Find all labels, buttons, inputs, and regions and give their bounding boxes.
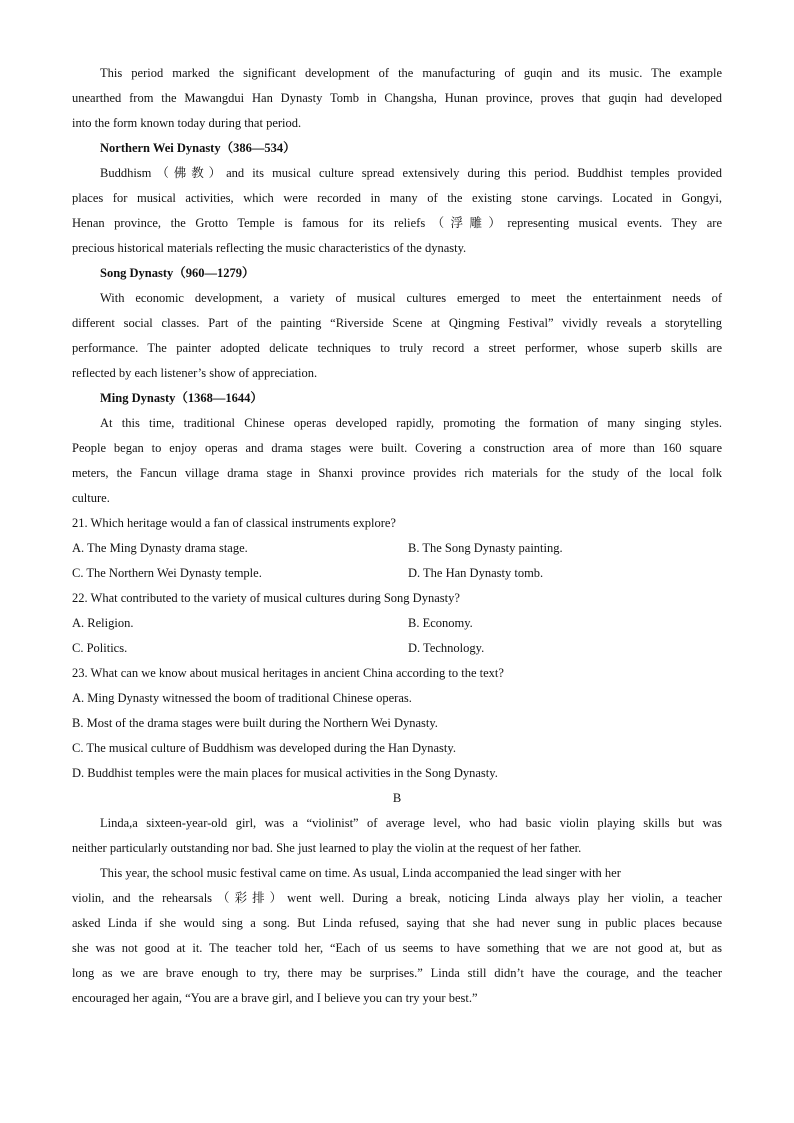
passage-b-paragraph-2 <box>72 861 722 1011</box>
option-a[interactable]: A. Religion. <box>72 616 134 630</box>
song-dynasty-paragraph <box>72 286 722 386</box>
song-dynasty-heading: Song Dynasty（960—1279） <box>100 266 255 280</box>
question-22 <box>72 586 722 661</box>
question-21 <box>72 511 722 586</box>
text-line: asked Linda if she would sing a song. But Linda refused, saying that she had never sung in public places because <box>72 916 722 930</box>
passage-b-label: B <box>392 791 402 805</box>
option-row <box>72 536 722 561</box>
text-line: Linda,a sixteen-year-old girl, was a “violinist” of average level, who had basic violin playing skills but was <box>100 816 722 830</box>
ming-dynasty-paragraph <box>72 411 722 511</box>
question-23 <box>72 661 722 786</box>
option-b[interactable]: B. Most of the drama stages were built during the Northern Wei Dynasty. <box>72 716 438 730</box>
text-line: encouraged her again, “You are a brave girl, and I believe you can try your best.” <box>72 991 478 1005</box>
option-a[interactable]: A. The Ming Dynasty drama stage. <box>72 541 248 555</box>
option-b[interactable]: B. The Song Dynasty painting. <box>408 541 563 555</box>
text-line: Henan province, the Grotto Temple is famous for its reliefs（浮雕）representing musical events. They are <box>72 216 722 230</box>
text-line: places for musical activities, which were recorded in many of the existing stone carvings. Located in Gongyi, <box>72 191 722 205</box>
text-line: into the form known today during that period. <box>72 116 302 130</box>
ming-dynasty-heading: Ming Dynasty（1368—1644） <box>100 391 263 405</box>
option-d[interactable]: D. The Han Dynasty tomb. <box>408 566 544 580</box>
northern-wei-paragraph <box>72 161 722 261</box>
text-line: different social classes. Part of the painting “Riverside Scene at Qingming Festival” vividly reveals a storytelling <box>72 316 722 330</box>
text-line: violin, and the rehearsals（彩排）went well. During a break, noticing Linda always play her violin, a teacher <box>72 891 722 905</box>
northern-wei-heading: Northern Wei Dynasty（386—534） <box>100 141 296 155</box>
text-line: long as we are brave enough to try, there may be surprises.” Linda still didn’t have the courage, and the teacher <box>72 966 722 980</box>
option-row <box>72 636 722 661</box>
text-line: meters, the Fancun village drama stage in Shanxi province provides rich materials for the study of the local folk <box>72 466 722 480</box>
option-c[interactable]: C. The Northern Wei Dynasty temple. <box>72 566 262 580</box>
option-d[interactable]: D. Buddhist temples were the main places for musical activities in the Song Dynasty. <box>72 766 498 780</box>
option-d[interactable]: D. Technology. <box>408 641 485 655</box>
document-content <box>72 61 722 1011</box>
question-stem: 21. Which heritage would a fan of classical instruments explore? <box>72 516 396 530</box>
question-stem: 23. What can we know about musical heritages in ancient China according to the text? <box>72 666 504 680</box>
text-line: With economic development, a variety of musical cultures emerged to meet the entertainment needs of <box>100 291 722 305</box>
option-row <box>72 611 722 636</box>
text-line: reflected by each listener’s show of appreciation. <box>72 366 318 380</box>
text-line: Buddhism（佛教）and its musical culture spread extensively during this period. Buddhist temples provided <box>100 166 722 180</box>
option-a[interactable]: A. Ming Dynasty witnessed the boom of traditional Chinese operas. <box>72 691 412 705</box>
text-line: This year, the school music festival came on time. As usual, Linda accompanied the lead singer with her <box>100 866 621 880</box>
han-dynasty-paragraph <box>72 61 722 136</box>
question-stem: 22. What contributed to the variety of musical cultures during Song Dynasty? <box>72 591 460 605</box>
option-c[interactable]: C. The musical culture of Buddhism was developed during the Han Dynasty. <box>72 741 456 755</box>
passage-b-paragraph-1 <box>72 811 722 861</box>
text-line: performance. The painter adopted delicate techniques to truly record a street performer, whose superb skills are <box>72 341 722 355</box>
text-line: precious historical materials reflecting the music characteristics of the dynasty. <box>72 241 467 255</box>
text-line: she was not good at it. The teacher told her, “Each of us seems to have something that we are not good at, but as <box>72 941 722 955</box>
option-b[interactable]: B. Economy. <box>408 616 473 630</box>
text-line: At this time, traditional Chinese operas developed rapidly, promoting the formation of many singing styles. <box>100 416 722 430</box>
text-line: unearthed from the Mawangdui Han Dynasty Tomb in Changsha, Hunan province, proves that guqin had developed <box>72 91 722 105</box>
text-line: culture. <box>72 491 110 505</box>
option-c[interactable]: C. Politics. <box>72 641 128 655</box>
option-row <box>72 561 722 586</box>
text-line: neither particularly outstanding nor bad. She just learned to play the violin at the request of her father. <box>72 841 582 855</box>
text-line: People began to enjoy operas and drama stages were built. Covering a construction area of more than 160 square <box>72 441 722 455</box>
text-line: This period marked the significant development of the manufacturing of guqin and its music. The example <box>100 66 722 80</box>
